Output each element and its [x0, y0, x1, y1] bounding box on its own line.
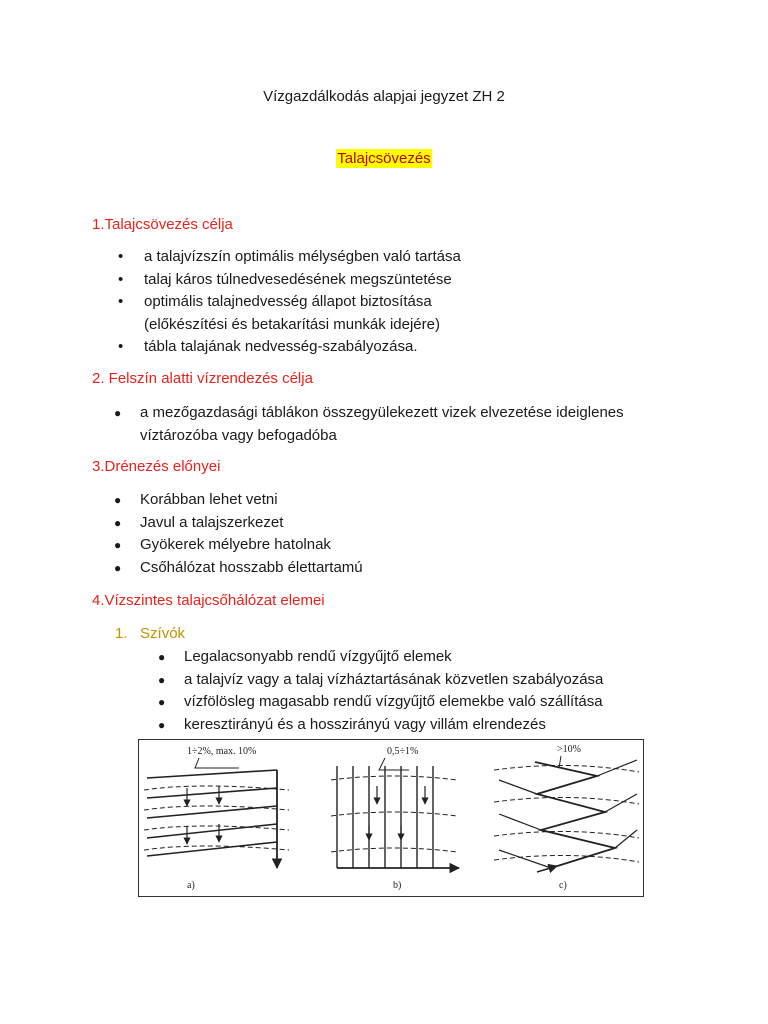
panel-b-longitudinal-layout	[331, 746, 459, 891]
section-1-list	[118, 246, 461, 359]
bullet-icon: ●	[158, 717, 166, 732]
bullet-icon: ●	[114, 493, 122, 507]
bullet-icon: ●	[158, 672, 166, 687]
drainage-diagram	[139, 740, 643, 896]
section-heading-1: 1.Talajcsövezés célja	[92, 216, 233, 233]
drainage-layout-figure	[138, 739, 644, 897]
highlighted-heading: Talajcsövezés	[337, 150, 431, 167]
section-heading-4: 4.Vízszintes talajcsőhálózat elemei	[92, 592, 325, 609]
list-item: ● Korábban lehet vetni	[114, 489, 363, 512]
list-item: ● a mezőgazdasági táblákon összegyülekezett vizek elvezetése ideiglenes	[114, 402, 624, 425]
list-item: ● vízfölösleg magasabb rendű vízgyűjtő elemekbe való szállítása	[158, 691, 603, 714]
list-item: • talaj káros túlnedvesedésének megszüntetése	[118, 269, 461, 292]
bullet-icon: •	[118, 338, 124, 355]
list-item: ● a talajvíz vagy a talaj vízháztartásának közvetlen szabályozása	[158, 669, 603, 692]
panel-b-slope-label: 0,5÷1%	[387, 746, 419, 757]
subsection-number: 1.	[115, 625, 128, 642]
bullet-icon: ●	[114, 538, 122, 552]
list-item-continuation: (előkészítési és betakarítási munkák idejére)	[144, 315, 440, 333]
list-item-continuation: víztározóba vagy befogadóba	[140, 426, 337, 444]
panel-c-herringbone-layout	[494, 744, 639, 891]
list-item: ● Gyökerek mélyebre hatolnak	[114, 534, 363, 557]
bullet-icon: ●	[158, 650, 166, 664]
bullet-icon: ●	[158, 695, 166, 709]
subsection-heading	[115, 625, 185, 642]
list-item: ● Legalacsonyabb rendű vízgyűjtő elemek	[158, 646, 603, 669]
list-item: • a talajvízszín optimális mélységben való tartása	[118, 246, 461, 269]
bullet-icon: •	[118, 293, 124, 310]
bullet-icon: •	[118, 248, 124, 265]
panel-a-caption: a)	[187, 880, 195, 891]
highlighted-heading-wrap	[0, 150, 768, 168]
subsection-title: Szívók	[140, 625, 186, 642]
list-item: ● keresztirányú és a hosszirányú vagy villám elrendezés	[158, 714, 603, 737]
list-item: • optimális talajnedvesség állapot biztosítása	[118, 291, 461, 314]
bullet-icon: •	[118, 270, 124, 288]
bullet-icon: ●	[114, 515, 122, 530]
subsection-list	[158, 646, 603, 736]
panel-a-transverse-layout	[144, 746, 289, 891]
list-item: ● Javul a talajszerkezet	[114, 512, 363, 535]
bullet-icon: ●	[114, 406, 122, 420]
document-title: Vízgazdálkodás alapjai jegyzet ZH 2	[263, 88, 505, 105]
section-3-list	[114, 489, 363, 579]
section-2-list	[114, 402, 624, 447]
panel-c-slope-label: >10%	[557, 744, 581, 755]
section-heading-2: 2. Felszín alatti vízrendezés célja	[92, 370, 313, 387]
list-item: • tábla talajának nedvesség-szabályozása.	[118, 336, 461, 359]
panel-b-caption: b)	[393, 880, 402, 891]
list-item: ● Csőhálózat hosszabb élettartamú	[114, 557, 363, 580]
section-heading-3: 3.Drénezés előnyei	[92, 458, 221, 475]
bullet-icon: ●	[114, 560, 122, 575]
panel-a-slope-label: 1÷2%, max. 10%	[187, 746, 257, 757]
panel-c-caption: c)	[559, 880, 567, 891]
